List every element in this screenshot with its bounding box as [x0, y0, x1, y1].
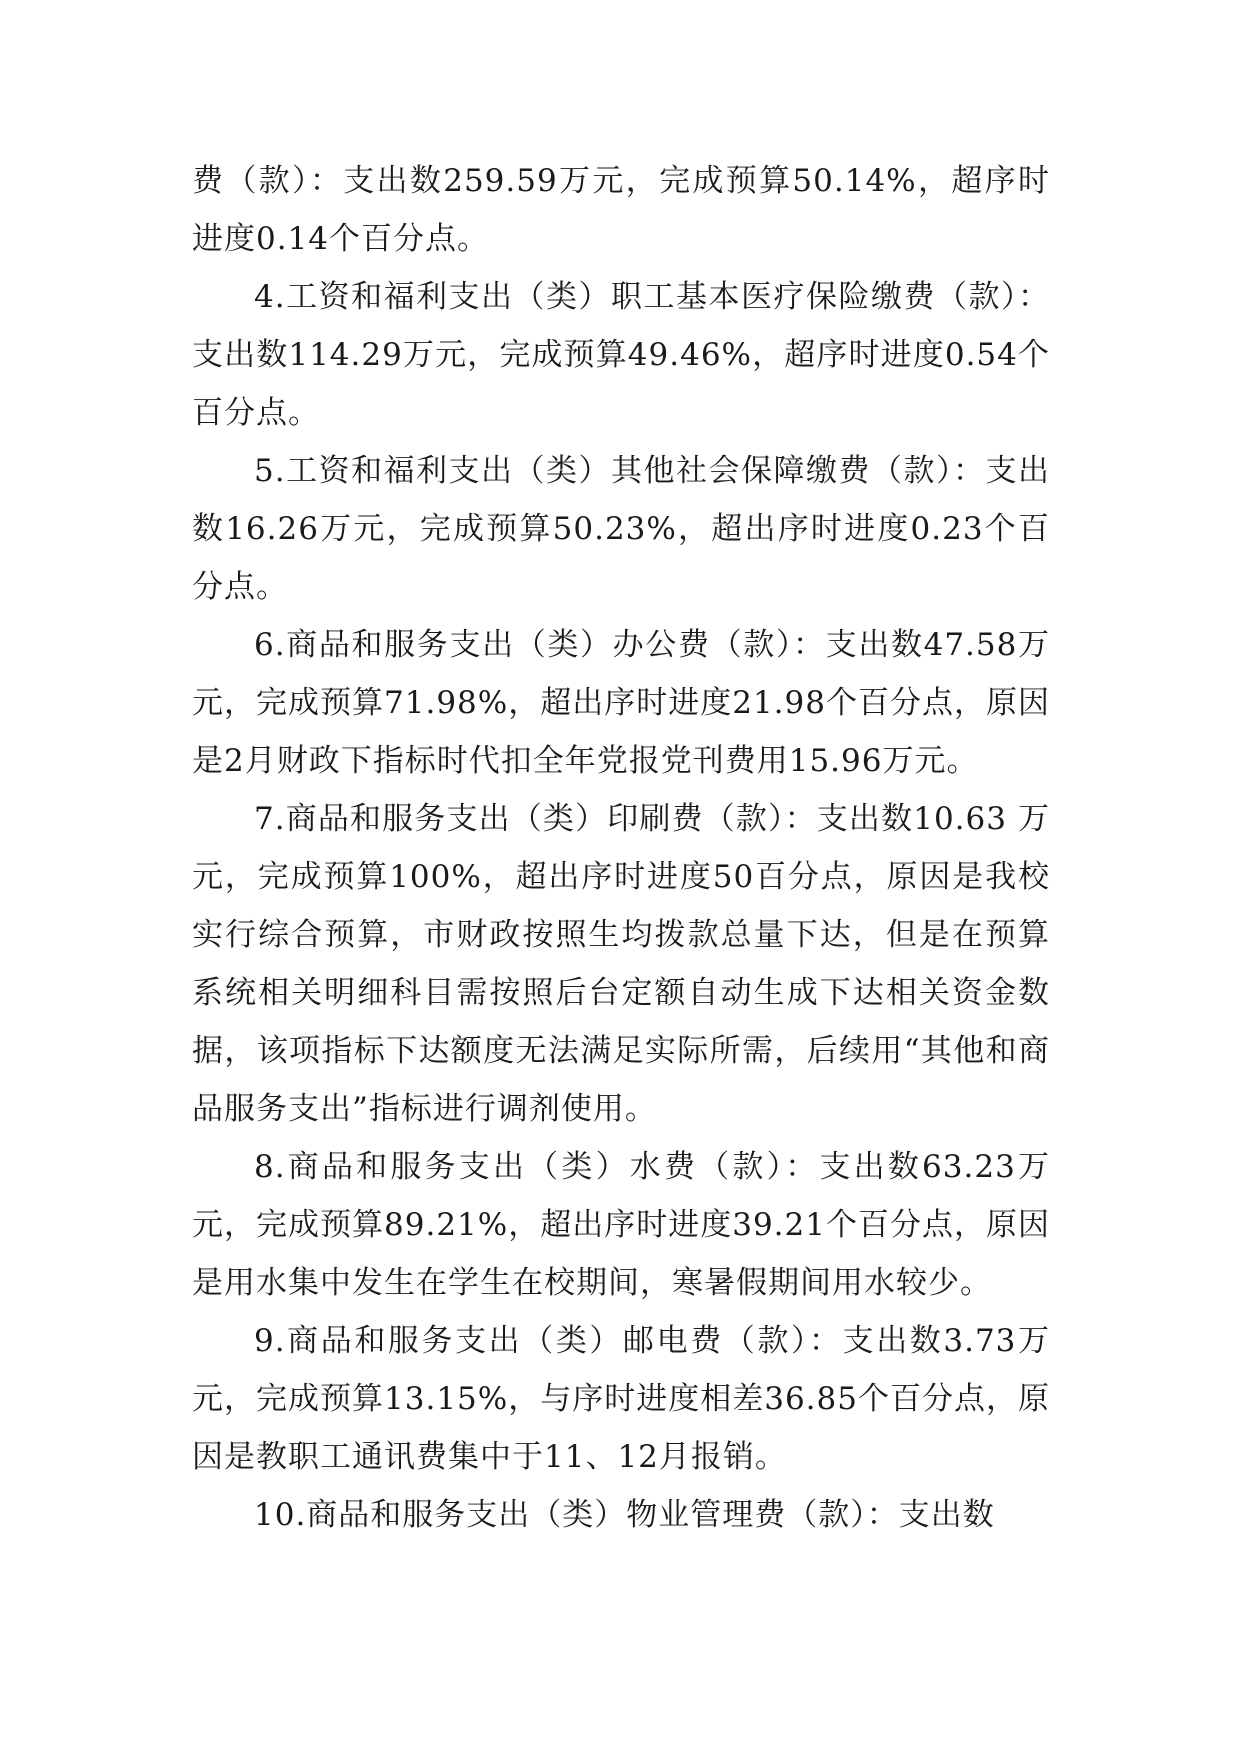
paragraph-item-4: 4.工资和福利支出（类）职工基本医疗保险缴费（款）：支出数114.29万元，完成预算49.46%，超序时进度0.54个百分点。	[192, 279, 1050, 431]
paragraph-item-5: 5.工资和福利支出（类）其他社会保障缴费（款）：支出数16.26万元，完成预算50.23%，超出序时进度0.23个百分点。	[192, 453, 1050, 605]
paragraph-item-7: 7.商品和服务支出（类）印刷费（款）：支出数10.63 万元，完成预算100%，超出序时进度50百分点，原因是我校实行综合预算，市财政按照生均拨款总量下达，但是在预算系统相关明细科目需按照后台定额自动生成下达相关资金数据，该项指标下达额度无法满足实际所需，后续用“其他和商品服务支出”指标进行调剂使用。	[192, 801, 1050, 1127]
document-body	[192, 152, 1050, 1544]
paragraph-item-8: 8.商品和服务支出（类）水费（款）：支出数63.23万元，完成预算89.21%，超出序时进度39.21个百分点，原因是用水集中发生在学生在校期间，寒暑假期间用水较少。	[192, 1149, 1050, 1301]
paragraph-item-9: 9.商品和服务支出（类）邮电费（款）：支出数3.73万元，完成预算13.15%，与序时进度相差36.85个百分点，原因是教职工通讯费集中于11、12月报销。	[192, 1323, 1050, 1475]
paragraph-item-10: 10.商品和服务支出（类）物业管理费（款）：支出数	[254, 1497, 995, 1533]
paragraph-item-6: 6.商品和服务支出（类）办公费（款）：支出数47.58万元，完成预算71.98%，超出序时进度21.98个百分点，原因是2月财政下指标时代扣全年党报党刊费用15.96万元。	[192, 627, 1050, 779]
paragraph-continuation: 费（款）：支出数259.59万元，完成预算50.14%，超序时进度0.14个百分点。	[192, 163, 1050, 257]
